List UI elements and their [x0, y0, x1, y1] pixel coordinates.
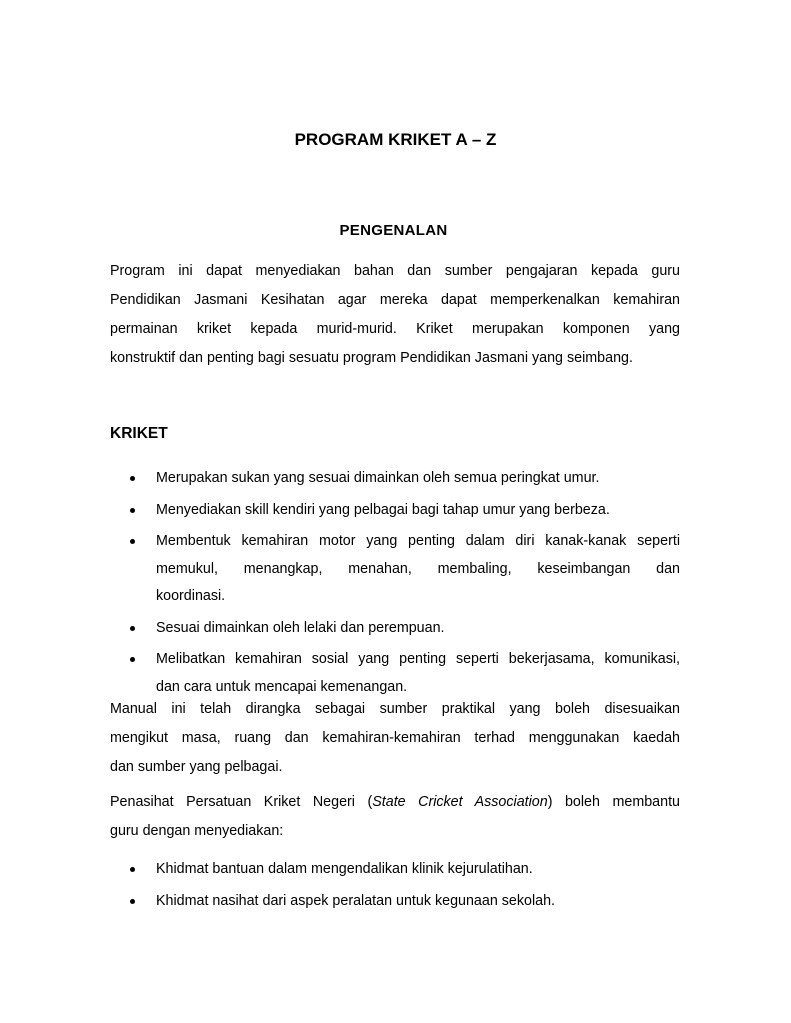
penasihat-paragraph: [110, 788, 680, 846]
list-item: Membentuk kemahiran motor yang penting dalam diri kanak-kanak seperti memukul, menangkap, menahan, membaling, keseimbangan dan koordinasi.: [110, 528, 680, 611]
intro-heading: PENGENALAN: [339, 222, 448, 239]
bullet-icon: [130, 867, 135, 872]
manual-line: dan sumber yang pelbagai.: [110, 759, 283, 775]
list-item: Melibatkan kemahiran sosial yang penting seperti bekerjasama, komunikasi, dan cara untuk mencapai kemenangan.: [110, 646, 680, 701]
kriket-bullet-list: [110, 465, 680, 701]
bullet-icon: [130, 476, 135, 481]
bullet-icon: [130, 626, 135, 631]
list-item: Menyediakan skill kendiri yang pelbagai bagi tahap umur yang berbeza.: [110, 497, 680, 525]
list-item: Sesuai dimainkan oleh lelaki dan perempuan.: [110, 615, 680, 643]
manual-paragraph: [110, 695, 680, 782]
association-name: State Cricket Association: [372, 794, 548, 810]
services-bullet-list: [110, 856, 680, 915]
penasihat-line: guru dengan menyediakan:: [110, 823, 284, 839]
bullet-icon: [130, 539, 135, 544]
intro-line: permainan kriket kepada murid-murid. Kriket merupakan komponen yang: [110, 321, 680, 337]
intro-line: Program ini dapat menyediakan bahan dan sumber pengajaran kepada guru: [110, 263, 680, 279]
bullet-icon: [130, 657, 135, 662]
bullet-icon: [130, 899, 135, 904]
list-item: Khidmat bantuan dalam mengendalikan klinik kejurulatihan.: [110, 856, 680, 884]
manual-line: mengikut masa, ruang dan kemahiran-kemahiran terhad menggunakan kaedah: [110, 730, 680, 746]
document-title: PROGRAM KRIKET A – Z: [294, 130, 497, 149]
kriket-heading: KRIKET: [110, 425, 168, 442]
bullet-icon: [130, 508, 135, 513]
penasihat-line: Penasihat Persatuan Kriket Negeri (State Cricket Association) boleh membantu: [110, 794, 681, 810]
intro-line: konstruktif dan penting bagi sesuatu program Pendidikan Jasmani yang seimbang.: [110, 350, 633, 366]
manual-line: Manual ini telah dirangka sebagai sumber praktikal yang boleh disesuaikan: [110, 701, 680, 717]
intro-line: Pendidikan Jasmani Kesihatan agar mereka dapat memperkenalkan kemahiran: [110, 292, 680, 308]
list-item: Merupakan sukan yang sesuai dimainkan oleh semua peringkat umur.: [110, 465, 680, 493]
list-item: Khidmat nasihat dari aspek peralatan untuk kegunaan sekolah.: [110, 888, 680, 916]
intro-paragraph: [110, 257, 680, 373]
